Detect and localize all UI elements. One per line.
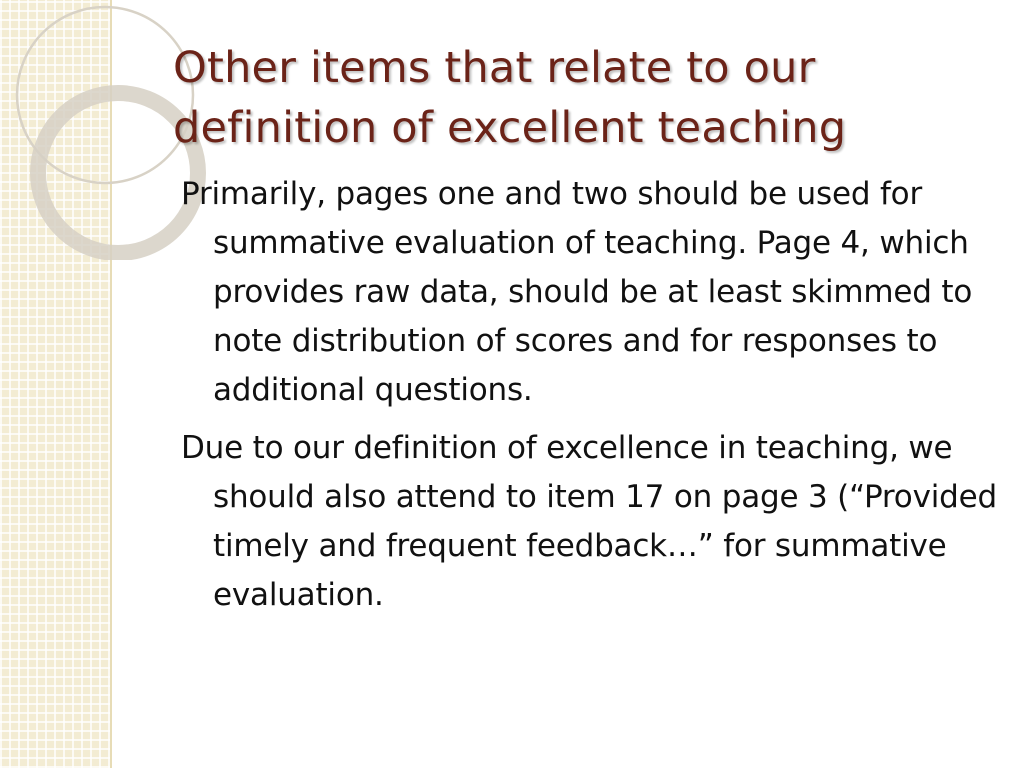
- body-paragraph-1: Primarily, pages one and two should be used for summative evaluation of teaching. Page 4, which provides raw data, should be at least skimmed to note distribution of scores and for responses to additional questions.: [181, 176, 973, 408]
- slide-body: [181, 170, 1001, 629]
- body-paragraph-2: Due to our definition of excellence in teaching, we should also attend to item 17 on page 3 (“Provided timely and frequent feedback…” for summative evaluation.: [181, 430, 997, 613]
- slide-title: Other items that relate to our definition of excellent teaching: [173, 43, 847, 153]
